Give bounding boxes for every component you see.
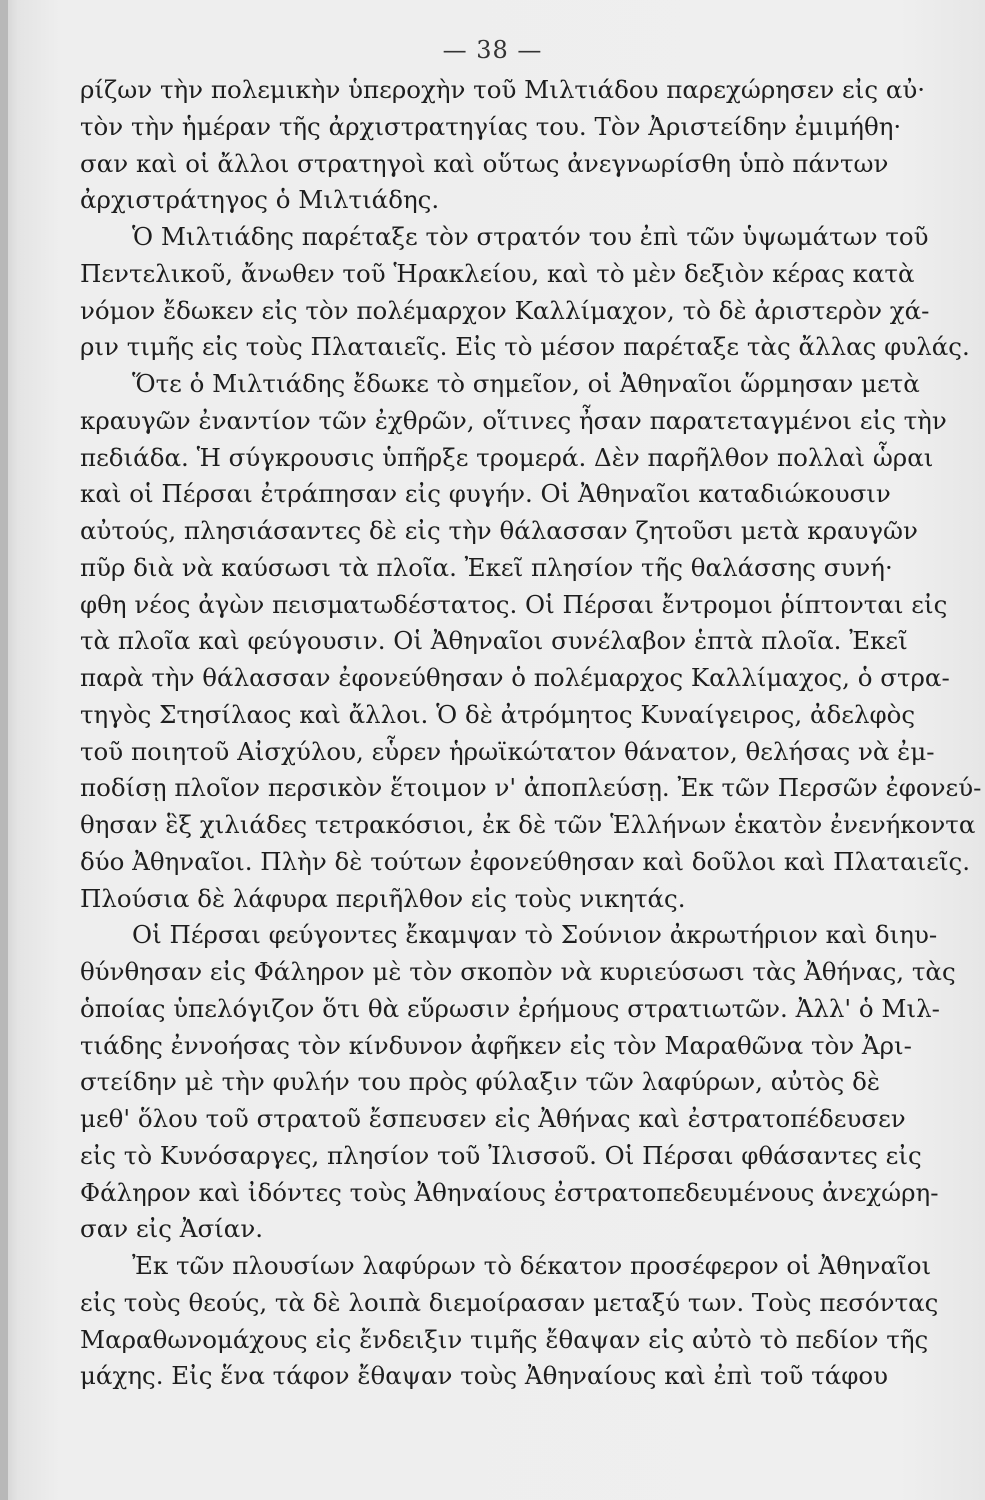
text-line: Φάληρον καὶ ἰδόντες τοὺς Ἀθηναίους ἐστρατοπεδευμένους ἀνεχώρη- <box>80 1177 939 1207</box>
text-line: Ἐκ τῶν πλουσίων λαφύρων τὸ δέκατον προσέφερον οἱ Ἀθηναῖοι <box>132 1251 932 1280</box>
text-line: τηγὸς Στησίλαος καὶ ἄλλοι. Ὁ δὲ ἀτρόμητος Κυναίγειρος, ἀδελφὸς <box>80 699 916 729</box>
page-number: — 38 — <box>442 36 543 64</box>
text-line: πῦρ διὰ νὰ καύσωσι τὰ πλοῖα. Ἐκεῖ πλησίον τῆς θαλάσσης συνή· <box>80 552 893 582</box>
text-line: ριν τιμῆς εἰς τοὺς Πλαταιεῖς. Εἰς τὸ μέσον παρέταξε τὰς ἄλλας φυλάς. <box>80 332 970 362</box>
text-line: ὁποίας ὑπελόγιζον ὅτι θὰ εὕρωσιν ἐρήμους στρατιωτῶν. Ἀλλ' ὁ Μιλ- <box>80 993 940 1023</box>
text-line: ἀρχιστράτηγος ὁ Μιλτιάδης. <box>80 185 440 215</box>
text-line: κραυγῶν ἐναντίον τῶν ἐχθρῶν, οἵτινες ἦσαν παρατεταγμένοι εἰς τὴν <box>80 405 947 435</box>
text-line: στείδην μὲ τὴν φυλήν του πρὸς φύλαξιν τῶν λαφύρων, αὐτὸς δὲ <box>80 1067 880 1097</box>
text-line: Ὅτε ὁ Μιλτιάδης ἔδωκε τὸ σημεῖον, οἱ Ἀθηναῖοι ὥρμησαν μετὰ <box>132 369 920 398</box>
text-line: σαν εἰς Ἀσίαν. <box>80 1214 264 1244</box>
text-line: τοῦ ποιητοῦ Αἰσχύλου, εὗρεν ἡρωϊκώτατον θάνατον, θελήσας νὰ ἐμ- <box>80 736 935 766</box>
text-line: τιάδης ἐννοήσας τὸν κίνδυνον ἀφῆκεν εἰς τὸν Μαραθῶνα τὸν Ἀρι- <box>80 1030 912 1060</box>
text-line: εἰς τοὺς θεούς, τὰ δὲ λοιπὰ διεμοίρασαν μεταξύ των. Τοὺς πεσόντας <box>80 1287 939 1317</box>
text-line: Πλούσια δὲ λάφυρα περιῆλθον εἰς τοὺς νικητάς. <box>80 883 686 913</box>
text-line: Οἱ Πέρσαι φεύγοντες ἔκαμψαν τὸ Σούνιον ἀκρωτήριον καὶ διηυ- <box>132 920 938 950</box>
text-line: παρὰ τὴν θάλασσαν ἐφονεύθησαν ὁ πολέμαρχος Καλλίμαχος, ὁ στρα- <box>80 663 950 692</box>
text-line: ποδίσῃ πλοῖον περσικὸν ἕτοιμον ν' ἀποπλεύσῃ. Ἐκ τῶν Περσῶν ἐφονεύ- <box>80 773 982 803</box>
text-line: μεθ' ὅλου τοῦ στρατοῦ ἔσπευσεν εἰς Ἀθήνας καὶ ἐστρατοπέδευσεν <box>80 1104 906 1133</box>
text-line: τὰ πλοῖα καὶ φεύγουσιν. Οἱ Ἀθηναῖοι συνέλαβον ἑπτὰ πλοῖα. Ἐκεῖ <box>80 626 908 656</box>
text-line: θύνθησαν εἰς Φάληρον μὲ τὸν σκοπὸν νὰ κυριεύσωσι τὰς Ἀθήνας, τὰς <box>80 957 956 986</box>
text-line: αὐτούς, πλησιάσαντες δὲ εἰς τὴν θάλασσαν ζητοῦσι μετὰ κραυγῶν <box>80 516 918 545</box>
text-line: φθη νέος ἀγὼν πεισματωδέστατος. Οἱ Πέρσαι ἔντρομοι ῥίπτονται εἰς <box>80 589 948 619</box>
text-line: νόμον ἔδωκεν εἰς τὸν πολέμαρχον Καλλίμαχον, τὸ δὲ ἀριστερὸν χά- <box>80 295 930 325</box>
text-line: μάχης. Εἰς ἕνα τάφον ἔθαψαν τοὺς Ἀθηναίους καὶ ἐπὶ τοῦ τάφου <box>80 1361 889 1391</box>
text-line: εἰς τὸ Κυνόσαργες, πλησίον τοῦ Ἰλισσοῦ. Οἱ Πέρσαι φθάσαντες εἰς <box>80 1140 922 1170</box>
body-text <box>80 72 982 1395</box>
text-line: τὸν τὴν ἡμέραν τῆς ἀρχιστρατηγίας του. Τὸν Ἀριστείδην ἐμιμήθη· <box>80 111 902 141</box>
text-line: σαν καὶ οἱ ἄλλοι στρατηγοὶ καὶ οὕτως ἀνεγνωρίσθη ὑπὸ πάντων <box>80 148 889 178</box>
text-line: δύο Ἀθηναῖοι. Πλὴν δὲ τούτων ἐφονεύθησαν καὶ δοῦλοι καὶ Πλαταιεῖς. <box>80 846 971 876</box>
text-line: θησαν ἓξ χιλιάδες τετρακόσιοι, ἐκ δὲ τῶν Ἑλλήνων ἑκατὸν ἐνενήκοντα <box>80 810 976 839</box>
text-line: Ὁ Μιλτιάδης παρέταξε τὸν στρατόν του ἐπὶ τῶν ὑψωμάτων τοῦ <box>132 222 929 251</box>
text-line: ρίζων τὴν πολεμικὴν ὑπεροχὴν τοῦ Μιλτιάδου παρεχώρησεν εἰς αὐ· <box>80 75 926 104</box>
text-line: Μαραθωνομάχους εἰς ἔνδειξιν τιμῆς ἔθαψαν εἰς αὐτὸ τὸ πεδίον τῆς <box>80 1324 929 1354</box>
text-line: Πεντελικοῦ, ἄνωθεν τοῦ Ἡρακλείου, καὶ τὸ μὲν δεξιὸν κέρας κατὰ <box>80 258 915 288</box>
text-line: πεδιάδα. Ἡ σύγκρουσις ὑπῆρξε τρομερά. Δὲν παρῆλθον πολλαὶ ὧραι <box>80 442 934 472</box>
page-binding-edge <box>0 0 8 1500</box>
text-line: καὶ οἱ Πέρσαι ἐτράπησαν εἰς φυγήν. Οἱ Ἀθηναῖοι καταδιώκουσιν <box>80 479 891 509</box>
